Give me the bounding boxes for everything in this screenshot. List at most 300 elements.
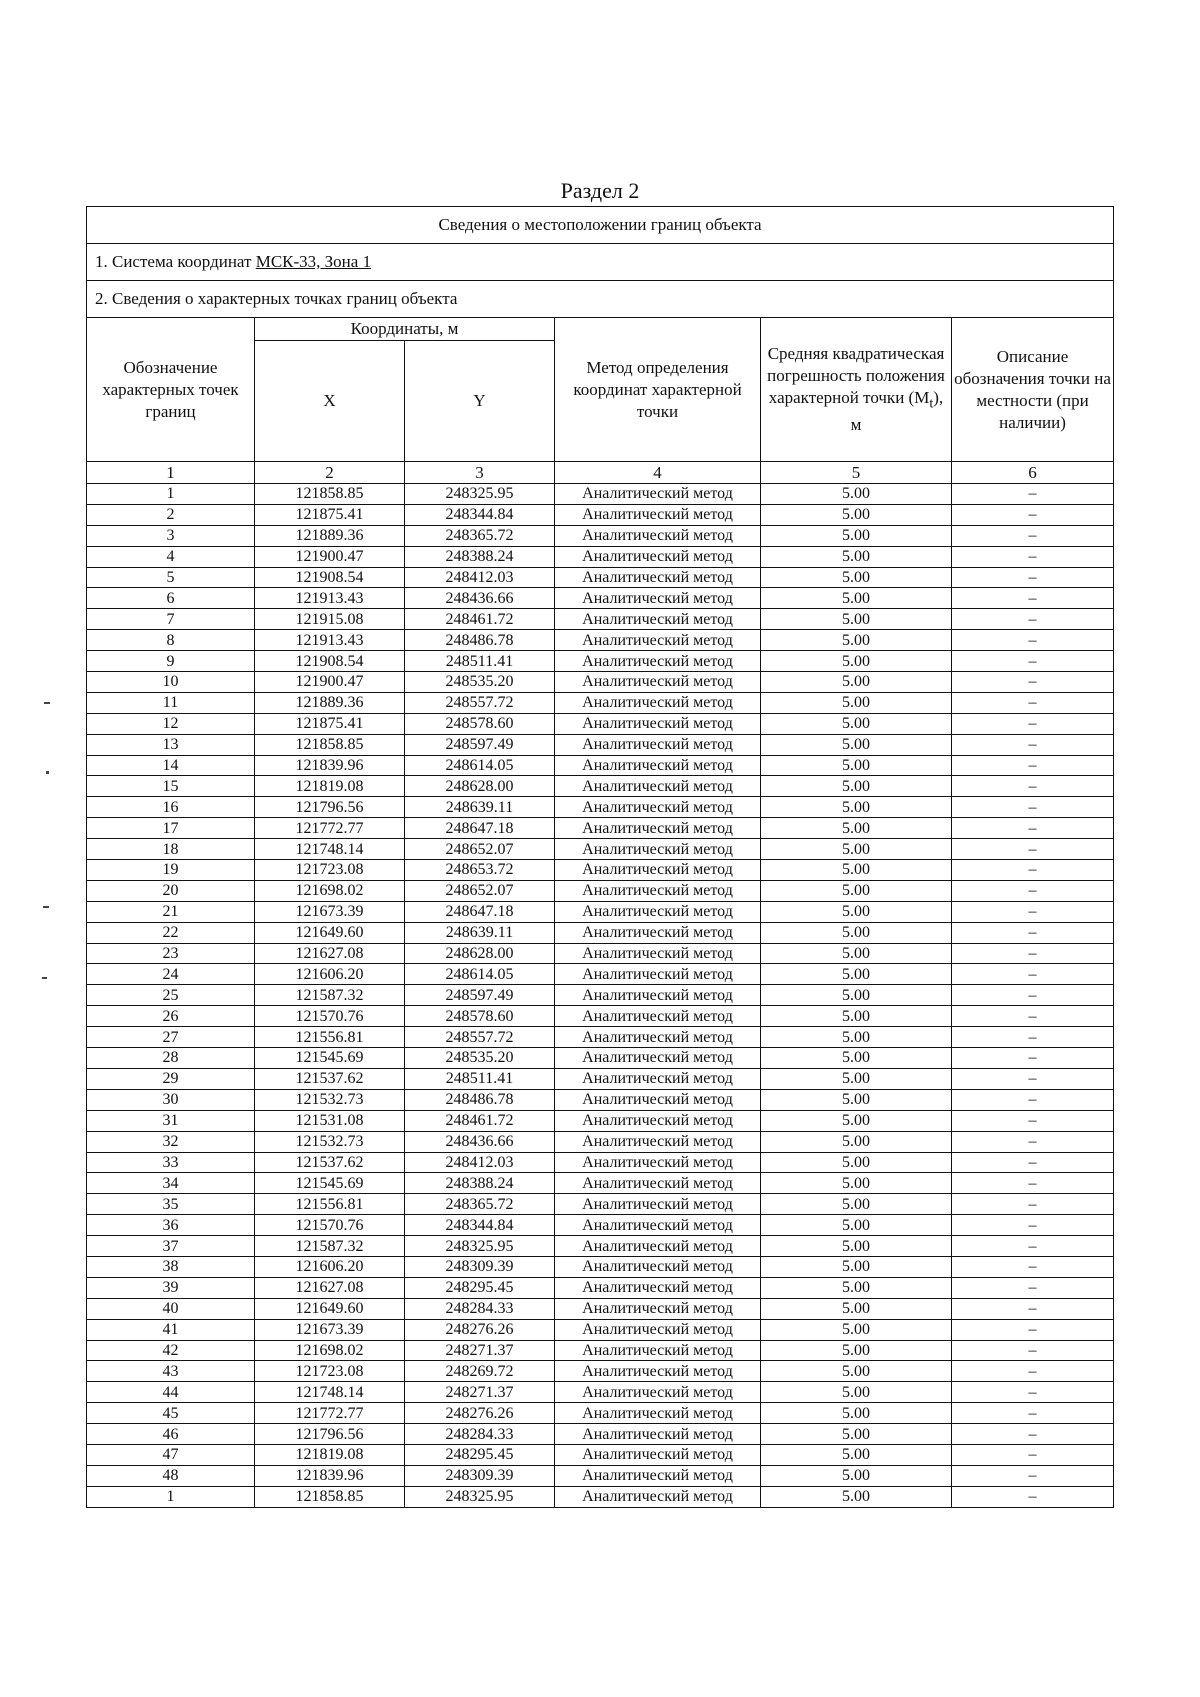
method-cell: Аналитический метод [555, 818, 761, 839]
point-number-cell: 41 [87, 1319, 255, 1340]
coord-system-label: 1. Система координат [95, 252, 256, 271]
point-number-cell: 3 [87, 525, 255, 546]
point-number-cell: 38 [87, 1256, 255, 1277]
x-cell: 121673.39 [255, 1319, 405, 1340]
table-row [87, 1382, 1114, 1403]
table-row [87, 880, 1114, 901]
y-cell: 248325.95 [405, 1486, 555, 1507]
y-cell: 248269.72 [405, 1361, 555, 1382]
column-number: 2 [255, 462, 405, 484]
description-cell: – [952, 1444, 1114, 1465]
description-cell: – [952, 504, 1114, 525]
x-cell: 121819.08 [255, 776, 405, 797]
table-row [87, 1068, 1114, 1089]
y-cell: 248344.84 [405, 504, 555, 525]
x-cell: 121606.20 [255, 1256, 405, 1277]
x-cell: 121796.56 [255, 797, 405, 818]
table-row [87, 1048, 1114, 1069]
x-cell: 121723.08 [255, 1361, 405, 1382]
scan-mark [43, 906, 49, 908]
method-cell: Аналитический метод [555, 504, 761, 525]
y-cell: 248652.07 [405, 880, 555, 901]
description-cell: – [952, 755, 1114, 776]
y-cell: 248276.26 [405, 1319, 555, 1340]
description-cell: – [952, 1403, 1114, 1424]
x-cell: 121537.62 [255, 1152, 405, 1173]
error-cell: 5.00 [761, 609, 952, 630]
method-cell: Аналитический метод [555, 880, 761, 901]
header-error-symbol: (M [908, 387, 930, 407]
y-cell: 248578.60 [405, 713, 555, 734]
x-cell: 121858.85 [255, 484, 405, 505]
error-cell: 5.00 [761, 1340, 952, 1361]
description-cell: – [952, 525, 1114, 546]
y-cell: 248647.18 [405, 818, 555, 839]
table-row [87, 797, 1114, 818]
point-number-cell: 23 [87, 943, 255, 964]
description-cell: – [952, 776, 1114, 797]
point-number-cell: 1 [87, 1486, 255, 1507]
point-number-cell: 2 [87, 504, 255, 525]
y-cell: 248557.72 [405, 692, 555, 713]
method-cell: Аналитический метод [555, 1236, 761, 1257]
table-row [87, 1486, 1114, 1507]
description-cell: – [952, 1006, 1114, 1027]
column-number: 1 [87, 462, 255, 484]
table-row [87, 1089, 1114, 1110]
description-cell: – [952, 985, 1114, 1006]
error-cell: 5.00 [761, 672, 952, 693]
description-cell: – [952, 1089, 1114, 1110]
point-number-cell: 34 [87, 1173, 255, 1194]
y-cell: 248647.18 [405, 901, 555, 922]
table-row [87, 1361, 1114, 1382]
point-number-cell: 36 [87, 1215, 255, 1236]
error-cell: 5.00 [761, 1194, 952, 1215]
table-row [87, 839, 1114, 860]
method-cell: Аналитический метод [555, 1215, 761, 1236]
description-cell: – [952, 630, 1114, 651]
x-cell: 121748.14 [255, 839, 405, 860]
point-number-cell: 24 [87, 964, 255, 985]
coord-system-value: МСК-33, Зона 1 [255, 252, 372, 271]
description-cell: – [952, 1152, 1114, 1173]
point-number-cell: 46 [87, 1424, 255, 1445]
table-row [87, 1340, 1114, 1361]
table-row [87, 630, 1114, 651]
method-cell: Аналитический метод [555, 1048, 761, 1069]
description-cell: – [952, 672, 1114, 693]
header-description: Описание обозначения точки на местности (при наличии) [952, 318, 1114, 462]
method-cell: Аналитический метод [555, 1298, 761, 1319]
error-cell: 5.00 [761, 1068, 952, 1089]
description-cell: – [952, 588, 1114, 609]
point-number-cell: 20 [87, 880, 255, 901]
column-number: 6 [952, 462, 1114, 484]
table-row [87, 504, 1114, 525]
method-cell: Аналитический метод [555, 1131, 761, 1152]
point-number-cell: 28 [87, 1048, 255, 1069]
point-number-cell: 32 [87, 1131, 255, 1152]
description-cell: – [952, 1319, 1114, 1340]
x-cell: 121796.56 [255, 1424, 405, 1445]
method-cell: Аналитический метод [555, 546, 761, 567]
y-cell: 248578.60 [405, 1006, 555, 1027]
method-cell: Аналитический метод [555, 797, 761, 818]
table-row [87, 860, 1114, 881]
error-cell: 5.00 [761, 1465, 952, 1486]
point-number-cell: 12 [87, 713, 255, 734]
error-cell: 5.00 [761, 880, 952, 901]
error-cell: 5.00 [761, 504, 952, 525]
x-cell: 121839.96 [255, 755, 405, 776]
error-cell: 5.00 [761, 692, 952, 713]
error-cell: 5.00 [761, 818, 952, 839]
y-cell: 248388.24 [405, 546, 555, 567]
description-cell: – [952, 692, 1114, 713]
table-row [87, 567, 1114, 588]
error-cell: 5.00 [761, 525, 952, 546]
point-number-cell: 19 [87, 860, 255, 881]
table-row [87, 922, 1114, 943]
error-cell: 5.00 [761, 734, 952, 755]
table-row [87, 588, 1114, 609]
header-designation: Обозначение характерных точек границ [87, 318, 255, 462]
table-row [87, 1110, 1114, 1131]
error-cell: 5.00 [761, 1027, 952, 1048]
method-cell: Аналитический метод [555, 651, 761, 672]
description-cell: – [952, 1173, 1114, 1194]
error-cell: 5.00 [761, 1006, 952, 1027]
method-cell: Аналитический метод [555, 1277, 761, 1298]
x-cell: 121908.54 [255, 567, 405, 588]
description-cell: – [952, 1277, 1114, 1298]
description-cell: – [952, 1486, 1114, 1507]
point-number-cell: 48 [87, 1465, 255, 1486]
description-cell: – [952, 922, 1114, 943]
error-cell: 5.00 [761, 964, 952, 985]
table-row [87, 1444, 1114, 1465]
x-cell: 121698.02 [255, 1340, 405, 1361]
point-number-cell: 15 [87, 776, 255, 797]
method-cell: Аналитический метод [555, 1361, 761, 1382]
error-cell: 5.00 [761, 567, 952, 588]
table-row [87, 609, 1114, 630]
error-cell: 5.00 [761, 588, 952, 609]
error-cell: 5.00 [761, 1131, 952, 1152]
table-row [87, 1152, 1114, 1173]
y-cell: 248639.11 [405, 922, 555, 943]
table-row [87, 1424, 1114, 1445]
y-cell: 248486.78 [405, 630, 555, 651]
error-cell: 5.00 [761, 755, 952, 776]
method-cell: Аналитический метод [555, 1152, 761, 1173]
x-cell: 121819.08 [255, 1444, 405, 1465]
y-cell: 248344.84 [405, 1215, 555, 1236]
method-cell: Аналитический метод [555, 1027, 761, 1048]
point-number-cell: 29 [87, 1068, 255, 1089]
y-cell: 248436.66 [405, 588, 555, 609]
scan-mark [44, 702, 50, 704]
point-number-cell: 4 [87, 546, 255, 567]
header-error-sub: t [929, 395, 934, 412]
section-title: Раздел 2 [560, 178, 640, 203]
table-row [87, 1298, 1114, 1319]
description-cell: – [952, 1215, 1114, 1236]
point-number-cell: 6 [87, 588, 255, 609]
description-cell: – [952, 880, 1114, 901]
method-cell: Аналитический метод [555, 567, 761, 588]
error-cell: 5.00 [761, 630, 952, 651]
point-number-cell: 25 [87, 985, 255, 1006]
x-cell: 121649.60 [255, 922, 405, 943]
method-cell: Аналитический метод [555, 1068, 761, 1089]
x-cell: 121889.36 [255, 692, 405, 713]
x-cell: 121587.32 [255, 1236, 405, 1257]
description-cell: – [952, 1256, 1114, 1277]
y-cell: 248325.95 [405, 484, 555, 505]
header-coordinates: Координаты, м [255, 318, 555, 341]
error-cell: 5.00 [761, 985, 952, 1006]
x-cell: 121875.41 [255, 504, 405, 525]
table-row [87, 525, 1114, 546]
x-cell: 121532.73 [255, 1089, 405, 1110]
x-cell: 121545.69 [255, 1173, 405, 1194]
method-cell: Аналитический метод [555, 1319, 761, 1340]
error-cell: 5.00 [761, 860, 952, 881]
table-row [87, 1256, 1114, 1277]
method-cell: Аналитический метод [555, 1110, 761, 1131]
description-cell: – [952, 713, 1114, 734]
x-cell: 121908.54 [255, 651, 405, 672]
table-row [87, 1027, 1114, 1048]
header-error-unit: ), м [850, 387, 944, 435]
description-cell: – [952, 609, 1114, 630]
method-cell: Аналитический метод [555, 1424, 761, 1445]
column-number: 5 [761, 462, 952, 484]
header-method: Метод определения координат характерной точки [555, 318, 761, 462]
method-cell: Аналитический метод [555, 839, 761, 860]
x-cell: 121915.08 [255, 609, 405, 630]
table-row [87, 672, 1114, 693]
method-cell: Аналитический метод [555, 1444, 761, 1465]
table-row [87, 1319, 1114, 1340]
error-cell: 5.00 [761, 1319, 952, 1340]
point-number-cell: 8 [87, 630, 255, 651]
method-cell: Аналитический метод [555, 672, 761, 693]
x-cell: 121556.81 [255, 1194, 405, 1215]
x-cell: 121900.47 [255, 546, 405, 567]
table-row [87, 964, 1114, 985]
point-number-cell: 22 [87, 922, 255, 943]
x-cell: 121587.32 [255, 985, 405, 1006]
method-cell: Аналитический метод [555, 1382, 761, 1403]
header-x: X [255, 341, 405, 462]
error-cell: 5.00 [761, 1382, 952, 1403]
y-cell: 248284.33 [405, 1424, 555, 1445]
point-number-cell: 40 [87, 1298, 255, 1319]
error-cell: 5.00 [761, 1256, 952, 1277]
error-cell: 5.00 [761, 839, 952, 860]
y-cell: 248271.37 [405, 1382, 555, 1403]
error-cell: 5.00 [761, 1236, 952, 1257]
x-cell: 121889.36 [255, 525, 405, 546]
y-cell: 248486.78 [405, 1089, 555, 1110]
error-cell: 5.00 [761, 713, 952, 734]
table-row [87, 943, 1114, 964]
y-cell: 248309.39 [405, 1256, 555, 1277]
error-cell: 5.00 [761, 922, 952, 943]
x-cell: 121570.76 [255, 1215, 405, 1236]
method-cell: Аналитический метод [555, 901, 761, 922]
error-cell: 5.00 [761, 1403, 952, 1424]
x-cell: 121772.77 [255, 1403, 405, 1424]
point-number-cell: 21 [87, 901, 255, 922]
description-cell: – [952, 943, 1114, 964]
point-number-cell: 11 [87, 692, 255, 713]
point-number-cell: 47 [87, 1444, 255, 1465]
point-number-cell: 9 [87, 651, 255, 672]
method-cell: Аналитический метод [555, 943, 761, 964]
y-cell: 248388.24 [405, 1173, 555, 1194]
method-cell: Аналитический метод [555, 734, 761, 755]
y-cell: 248309.39 [405, 1465, 555, 1486]
description-cell: – [952, 1110, 1114, 1131]
description-cell: – [952, 1382, 1114, 1403]
error-cell: 5.00 [761, 1277, 952, 1298]
method-cell: Аналитический метод [555, 1340, 761, 1361]
method-cell: Аналитический метод [555, 860, 761, 881]
x-cell: 121627.08 [255, 943, 405, 964]
point-number-cell: 35 [87, 1194, 255, 1215]
description-cell: – [952, 860, 1114, 881]
error-cell: 5.00 [761, 901, 952, 922]
x-cell: 121748.14 [255, 1382, 405, 1403]
x-cell: 121673.39 [255, 901, 405, 922]
point-number-cell: 17 [87, 818, 255, 839]
description-cell: – [952, 1465, 1114, 1486]
scan-mark [46, 771, 49, 774]
x-cell: 121772.77 [255, 818, 405, 839]
x-cell: 121627.08 [255, 1277, 405, 1298]
points-heading: 2. Сведения о характерных точках границ объекта [87, 281, 1114, 318]
x-cell: 121698.02 [255, 880, 405, 901]
description-cell: – [952, 1424, 1114, 1445]
method-cell: Аналитический метод [555, 1173, 761, 1194]
error-cell: 5.00 [761, 1215, 952, 1236]
description-cell: – [952, 734, 1114, 755]
method-cell: Аналитический метод [555, 525, 761, 546]
point-number-cell: 44 [87, 1382, 255, 1403]
y-cell: 248325.95 [405, 1236, 555, 1257]
point-number-cell: 27 [87, 1027, 255, 1048]
method-cell: Аналитический метод [555, 1006, 761, 1027]
method-cell: Аналитический метод [555, 776, 761, 797]
y-cell: 248614.05 [405, 755, 555, 776]
error-cell: 5.00 [761, 776, 952, 797]
y-cell: 248461.72 [405, 1110, 555, 1131]
method-cell: Аналитический метод [555, 1403, 761, 1424]
y-cell: 248412.03 [405, 567, 555, 588]
description-cell: – [952, 1131, 1114, 1152]
y-cell: 248535.20 [405, 1048, 555, 1069]
description-cell: – [952, 901, 1114, 922]
method-cell: Аналитический метод [555, 484, 761, 505]
table-row [87, 901, 1114, 922]
x-cell: 121532.73 [255, 1131, 405, 1152]
y-cell: 248295.45 [405, 1277, 555, 1298]
error-cell: 5.00 [761, 1298, 952, 1319]
description-cell: – [952, 651, 1114, 672]
table-row [87, 1194, 1114, 1215]
method-cell: Аналитический метод [555, 1486, 761, 1507]
x-cell: 121900.47 [255, 672, 405, 693]
coord-system-row [87, 244, 1114, 281]
y-cell: 248365.72 [405, 525, 555, 546]
method-cell: Аналитический метод [555, 985, 761, 1006]
table-row [87, 1215, 1114, 1236]
point-number-cell: 18 [87, 839, 255, 860]
x-cell: 121649.60 [255, 1298, 405, 1319]
header-error [761, 318, 952, 462]
error-cell: 5.00 [761, 1444, 952, 1465]
y-cell: 248597.49 [405, 734, 555, 755]
description-cell: – [952, 818, 1114, 839]
header-y: Y [405, 341, 555, 462]
table-row [87, 1236, 1114, 1257]
point-number-cell: 30 [87, 1089, 255, 1110]
error-cell: 5.00 [761, 1173, 952, 1194]
table-row [87, 755, 1114, 776]
error-cell: 5.00 [761, 1152, 952, 1173]
y-cell: 248271.37 [405, 1340, 555, 1361]
table-row [87, 546, 1114, 567]
description-cell: – [952, 1236, 1114, 1257]
y-cell: 248436.66 [405, 1131, 555, 1152]
y-cell: 248639.11 [405, 797, 555, 818]
description-cell: – [952, 546, 1114, 567]
description-cell: – [952, 1068, 1114, 1089]
error-cell: 5.00 [761, 1424, 952, 1445]
table-row [87, 651, 1114, 672]
point-number-cell: 31 [87, 1110, 255, 1131]
y-cell: 248284.33 [405, 1298, 555, 1319]
error-cell: 5.00 [761, 484, 952, 505]
header-error-main: Средняя квадратическая погрешность положения характерной точки [767, 343, 945, 407]
table-row [87, 484, 1114, 505]
point-number-cell: 45 [87, 1403, 255, 1424]
x-cell: 121606.20 [255, 964, 405, 985]
error-cell: 5.00 [761, 797, 952, 818]
method-cell: Аналитический метод [555, 755, 761, 776]
method-cell: Аналитический метод [555, 692, 761, 713]
method-cell: Аналитический метод [555, 713, 761, 734]
y-cell: 248652.07 [405, 839, 555, 860]
description-cell: – [952, 1194, 1114, 1215]
method-cell: Аналитический метод [555, 630, 761, 651]
table-row [87, 1403, 1114, 1424]
x-cell: 121858.85 [255, 734, 405, 755]
description-cell: – [952, 1048, 1114, 1069]
point-number-cell: 1 [87, 484, 255, 505]
table-row [87, 1277, 1114, 1298]
y-cell: 248614.05 [405, 964, 555, 985]
description-cell: – [952, 1298, 1114, 1319]
y-cell: 248295.45 [405, 1444, 555, 1465]
error-cell: 5.00 [761, 1048, 952, 1069]
y-cell: 248653.72 [405, 860, 555, 881]
error-cell: 5.00 [761, 651, 952, 672]
